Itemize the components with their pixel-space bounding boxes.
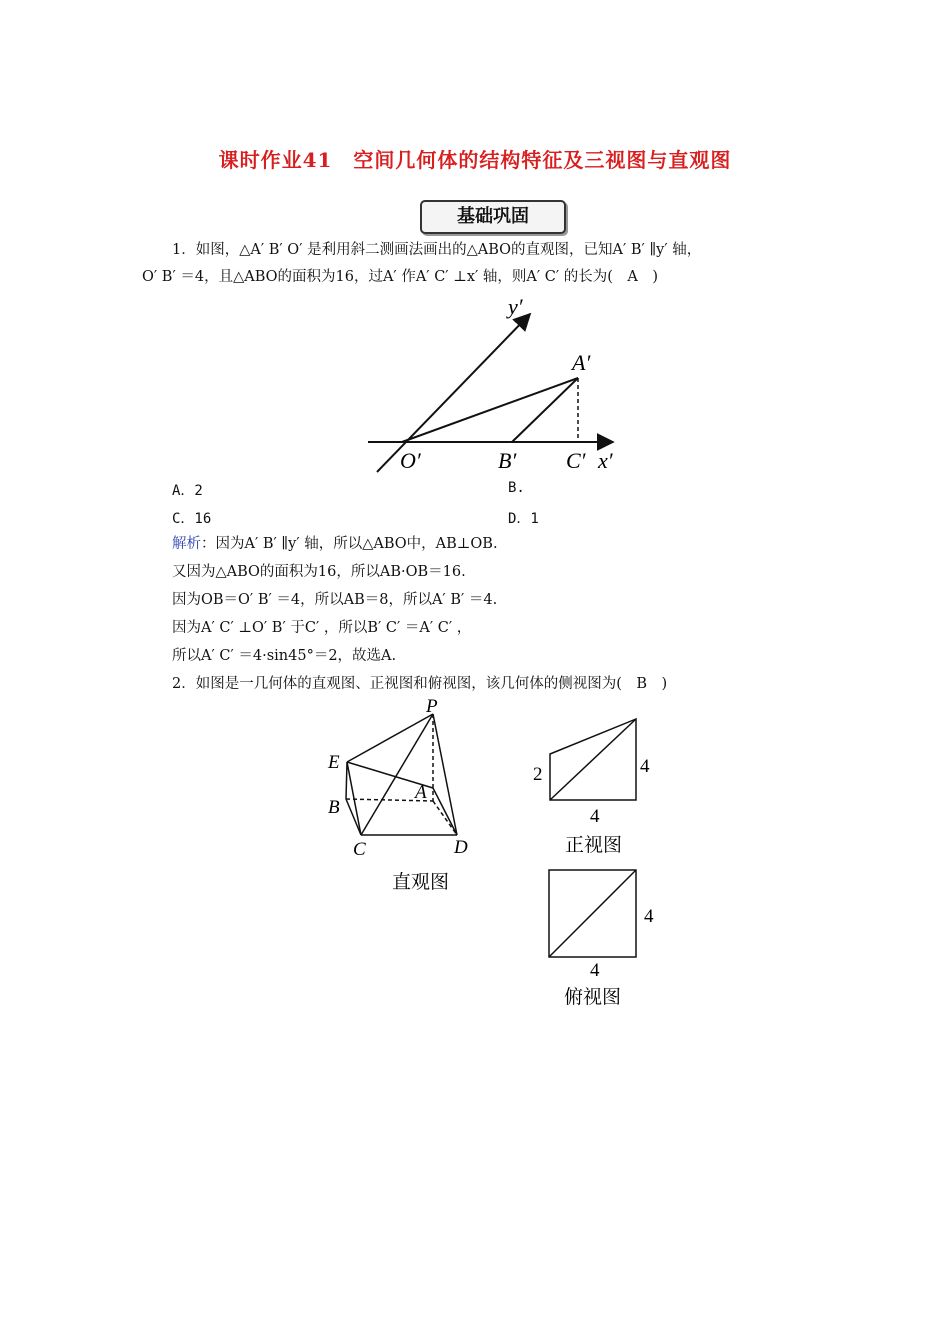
caption-front: 正视图	[565, 835, 623, 856]
label-y: y′	[508, 294, 523, 319]
segment-oa	[402, 378, 578, 442]
label-e: E	[328, 752, 340, 773]
front-bottom-label: 4	[590, 806, 600, 827]
q2-stem: 2．如图是一几何体的直观图、正视图和俯视图，该几何体的侧视图为( B )	[172, 676, 668, 692]
top-view	[549, 870, 636, 957]
q1-option-a: A．2	[172, 483, 203, 499]
label-b: B	[328, 797, 340, 818]
q1-option-c: C．16	[172, 511, 212, 527]
solid-drawing	[346, 714, 457, 835]
q1-analysis-line4: 因为A′ C′ ⊥O′ B′ 于C′ ，所以B′ C′ ＝A′ C′ ，	[172, 620, 472, 636]
q1-option-d: D．1	[508, 511, 539, 527]
label-x: x′	[598, 448, 613, 473]
q1-figure	[360, 292, 630, 482]
q1-stem-line2: O′ B′ ＝4，且△ABO的面积为16，过A′ 作A′ C′ ⊥x′ 轴，则A′ C′ 的长为( A )	[142, 269, 659, 285]
label-a: A′	[572, 350, 591, 375]
top-bottom-label: 4	[590, 960, 600, 981]
top-right-label: 4	[644, 906, 654, 927]
q1-option-b: B.	[508, 480, 525, 496]
caption-solid: 直观图	[392, 872, 450, 893]
front-left-label: 2	[533, 764, 543, 785]
label-c: C	[353, 839, 366, 860]
label-d: D	[454, 837, 468, 858]
q2-figure	[326, 694, 656, 1006]
analysis-label: 解析	[172, 536, 201, 552]
segment-ba	[512, 378, 578, 442]
section-badge: 基础巩固	[420, 200, 566, 234]
caption-top: 俯视图	[564, 987, 622, 1006]
analysis-text-1: ：因为A′ B′ ∥y′ 轴，所以△ABO中，AB⊥OB.	[201, 536, 498, 552]
q1-analysis-line3: 因为OB＝O′ B′ ＝4，所以AB＝8，所以A′ B′ ＝4.	[172, 592, 498, 608]
label-c: C′	[566, 448, 586, 473]
q1-analysis-line5: 所以A′ C′ ＝4·sin45°＝2，故选A.	[172, 648, 397, 664]
q1-analysis-line1	[172, 534, 498, 554]
q1-stem-line1: 1．如图，△A′ B′ O′ 是利用斜二测画法画出的△ABO的直观图，已知A′ B′ ∥y′ 轴，	[172, 242, 702, 258]
q1-analysis-line2: 又因为△ABO的面积为16，所以AB·OB＝16.	[172, 564, 466, 580]
front-right-label: 4	[640, 756, 650, 777]
page-title: 课时作业41 空间几何体的结构特征及三视图与直观图	[218, 148, 732, 172]
label-b: B′	[498, 448, 517, 473]
front-view	[550, 719, 636, 800]
label-p: P	[426, 696, 438, 717]
label-o: O′	[400, 448, 421, 473]
label-a: A	[415, 782, 427, 803]
